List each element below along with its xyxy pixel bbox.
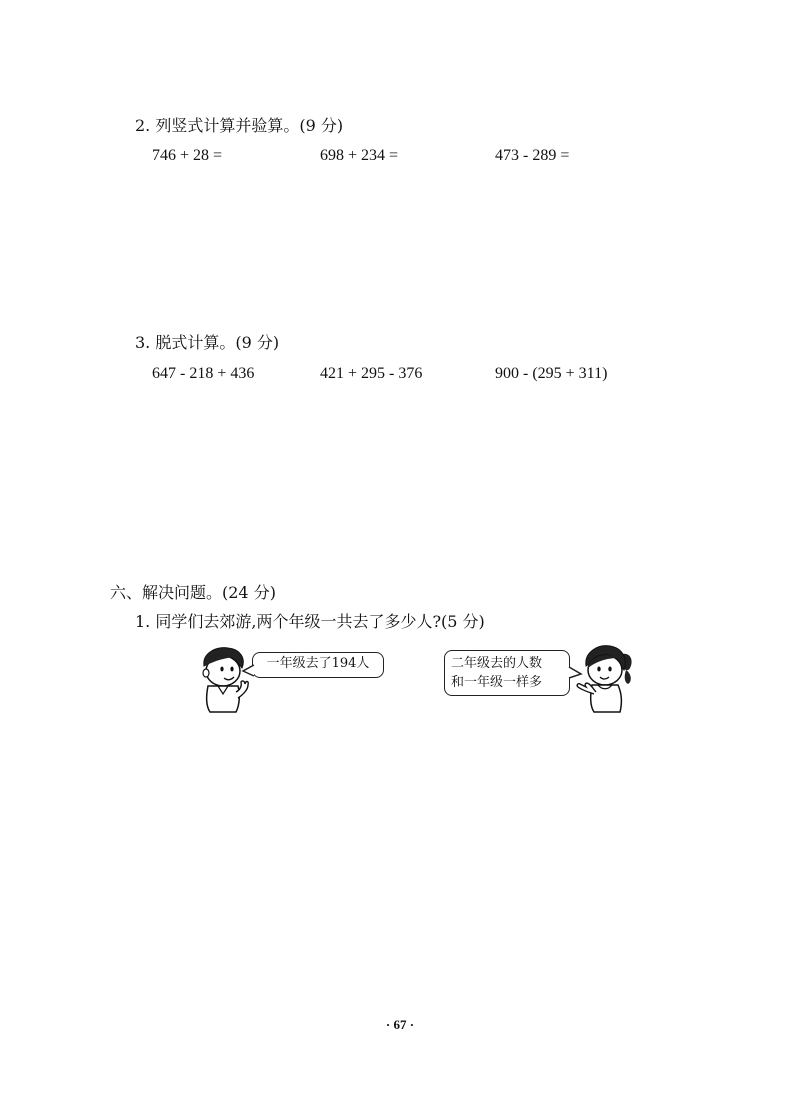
- girl-speech-line-2: 和一年级一样多: [451, 675, 543, 690]
- boy-bubble-tail: [242, 664, 256, 678]
- question-3-title: 3. 脱式计算。(9 分): [135, 333, 280, 352]
- girl-speech-line-1: 二年级去的人数: [451, 656, 543, 671]
- boy-speech-text: 一年级去了194人: [266, 656, 370, 671]
- girl-illustration: [572, 640, 636, 714]
- expression-q3-2: 421 + 295 - 376: [320, 365, 423, 382]
- girl-speech-bubble: [444, 650, 570, 696]
- expression-q3-1: 647 - 218 + 436: [152, 365, 255, 382]
- expression-q2-2: 698 + 234 =: [320, 147, 399, 164]
- boy-speech-bubble: [252, 652, 384, 678]
- expression-q2-1: 746 + 28 =: [152, 147, 223, 164]
- page-number: · 67 ·: [385, 1017, 415, 1032]
- boy-illustration: [196, 644, 256, 714]
- question-6-1-title: 1. 同学们去郊游,两个年级一共去了多少人?(5 分): [135, 612, 485, 631]
- section-6-title: 六、解决问题。(24 分): [110, 583, 276, 602]
- question-2-title: 2. 列竖式计算并验算。(9 分): [135, 116, 344, 135]
- expression-q2-3: 473 - 289 =: [495, 147, 570, 164]
- expression-q3-3: 900 - (295 + 311): [495, 365, 608, 382]
